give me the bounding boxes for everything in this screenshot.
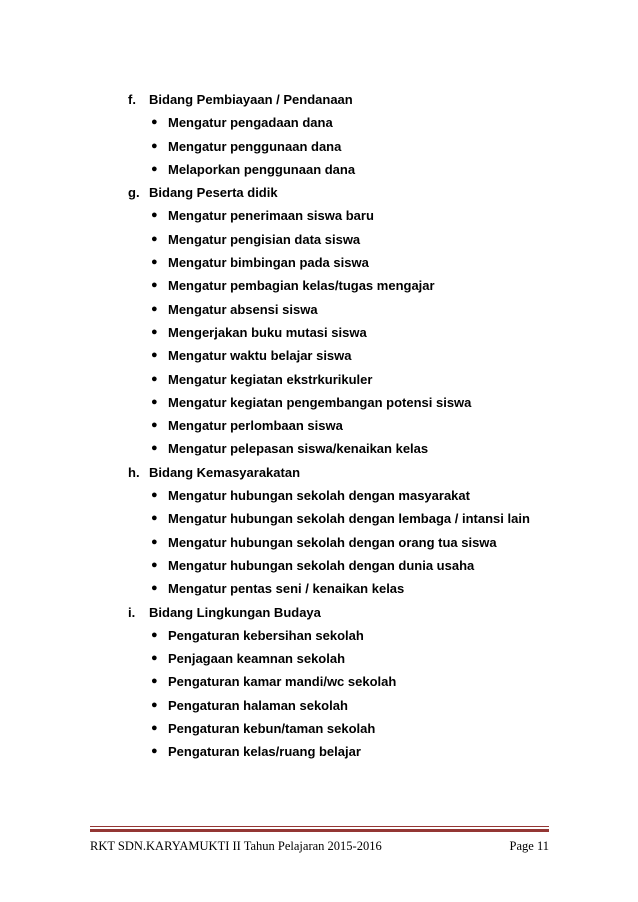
list-item-text: Pengaturan kamar mandi/wc sekolah [168, 674, 397, 690]
list-item-text: Pengaturan kebun/taman sekolah [168, 721, 376, 737]
bullet-icon: ● [151, 209, 158, 222]
bullet-icon: ● [151, 256, 158, 269]
list-item-text: Mengatur penerimaan siswa baru [168, 208, 374, 224]
list-item-text: Mengatur bimbingan pada siswa [168, 255, 369, 271]
bullet-icon: ● [151, 302, 158, 315]
bullet-icon: ● [151, 722, 158, 735]
bullet-icon: ● [151, 116, 158, 129]
list-item [0, 577, 638, 600]
list-item [0, 717, 638, 740]
bullet-icon: ● [151, 232, 158, 245]
footer-page-number: Page 11 [509, 839, 549, 853]
list-item [0, 437, 638, 460]
section-heading [0, 601, 638, 624]
bullet-icon: ● [151, 512, 158, 525]
list-item-text: Mengerjakan buku mutasi siswa [168, 324, 367, 340]
bullet-icon: ● [151, 349, 158, 362]
list-item [0, 740, 638, 763]
list-item-text: Mengatur waktu belajar siswa [168, 348, 352, 364]
list-item-text: Mengatur pengisian data siswa [168, 231, 361, 247]
list-item-text: Mengatur hubungan sekolah dengan dunia usaha [168, 557, 475, 573]
list-item-text: Mengatur pentas seni / kenaikan kelas [168, 581, 405, 597]
bullet-icon: ● [151, 582, 158, 595]
list-item [0, 274, 638, 297]
footer-rule-thick [90, 829, 549, 832]
section-title: Bidang Pembiayaan / Pendanaan [149, 92, 353, 107]
list-item-text: Mengatur absensi siswa [168, 301, 318, 317]
bullet-icon: ● [151, 442, 158, 455]
list-item [0, 391, 638, 414]
list-item-text: Melaporkan penggunaan dana [168, 161, 356, 177]
list-item [0, 414, 638, 437]
list-item-text: Pengaturan kelas/ruang belajar [168, 744, 361, 760]
bullet-icon: ● [151, 535, 158, 548]
footer-rule-thin [90, 826, 549, 827]
bullet-icon: ● [151, 279, 158, 292]
section-heading [0, 181, 638, 204]
bullet-icon: ● [151, 628, 158, 641]
list-item [0, 670, 638, 693]
section-heading [0, 88, 638, 111]
bullet-icon: ● [151, 139, 158, 152]
list-item [0, 158, 638, 181]
list-item-text: Mengatur kegiatan ekstrkurikuler [168, 371, 373, 387]
list-item [0, 507, 638, 530]
list-item [0, 228, 638, 251]
list-item [0, 344, 638, 367]
list-item [0, 204, 638, 227]
bullet-icon: ● [151, 395, 158, 408]
bullet-icon: ● [151, 162, 158, 175]
section-title: Bidang Kemasyarakatan [149, 464, 301, 480]
list-item-text: Pengaturan kebersihan sekolah [168, 627, 364, 643]
list-item-text: Mengatur pelepasan siswa/kenaikan kelas [168, 441, 429, 457]
list-item-text: Mengatur hubungan sekolah dengan orang tua siswa [168, 534, 497, 550]
section-heading [0, 461, 638, 484]
bullet-icon: ● [151, 325, 158, 338]
list-item-text: Pengaturan halaman sekolah [168, 697, 348, 713]
list-item [0, 251, 638, 274]
list-item-text: Mengatur pengadaan dana [168, 115, 333, 131]
bullet-icon: ● [151, 698, 158, 711]
section [0, 88, 638, 181]
bullet-icon: ● [151, 652, 158, 665]
list-item-text: Mengatur hubungan sekolah dengan lembaga / intansi lain [168, 511, 530, 527]
footer-document-title: RKT SDN.KARYAMUKTI II Tahun Pelajaran 2015-2016 [90, 839, 382, 853]
section-letter: g. [128, 185, 140, 201]
list-item [0, 694, 638, 717]
section-title: Bidang Lingkungan Budaya [149, 604, 321, 620]
page-footer [90, 826, 549, 859]
list-item [0, 298, 638, 321]
section [0, 601, 638, 764]
list-item [0, 647, 638, 670]
list-item [0, 624, 638, 647]
section-letter: i. [128, 604, 136, 620]
list-item-text: Penjagaan keamnan sekolah [168, 651, 346, 667]
list-item [0, 554, 638, 577]
section [0, 461, 638, 601]
list-item [0, 111, 638, 134]
list-item-text: Mengatur kegiatan pengembangan potensi siswa [168, 394, 472, 410]
section-letter: h. [128, 464, 140, 480]
list-item [0, 531, 638, 554]
bullet-icon: ● [151, 558, 158, 571]
list-item [0, 368, 638, 391]
footer-text-row [90, 839, 549, 859]
document-body [0, 88, 638, 764]
bullet-icon: ● [151, 372, 158, 385]
list-item [0, 135, 638, 158]
section [0, 181, 638, 461]
list-item-text: Mengatur penggunaan dana [168, 138, 342, 154]
bullet-icon: ● [151, 745, 158, 758]
list-item-text: Mengatur pembagian kelas/tugas mengajar [168, 278, 435, 294]
bullet-icon: ● [151, 489, 158, 502]
bullet-icon: ● [151, 675, 158, 688]
list-item [0, 321, 638, 344]
section-title: Bidang Peserta didik [149, 185, 278, 201]
section-letter: f. [128, 92, 136, 107]
list-item-text: Mengatur perlombaan siswa [168, 418, 343, 434]
bullet-icon: ● [151, 419, 158, 432]
list-item-text: Mengatur hubungan sekolah dengan masyarakat [168, 488, 470, 504]
list-item [0, 484, 638, 507]
